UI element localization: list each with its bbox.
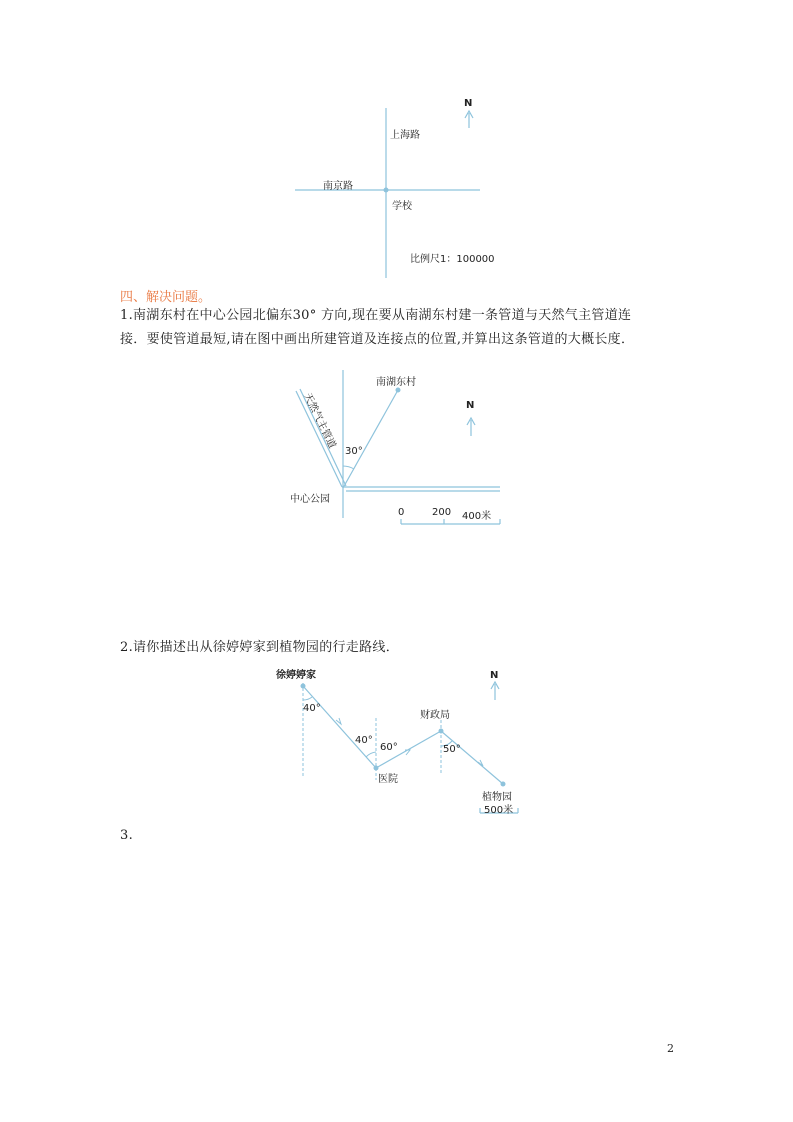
page-number: 2 [667,1042,674,1055]
gas-pipe-label: 天然气主管道 [301,391,338,451]
route-finance-garden [441,731,503,784]
north-label-3: N [490,670,499,681]
park-label: 中心公园 [290,494,330,505]
scale-label: 比例尺1：100000 [410,254,495,265]
route-home-hospital [303,686,376,768]
north-label-2: N [466,400,475,411]
home-label: 徐婷婷家 [276,670,316,681]
angle-finance-label: 50° [443,744,461,755]
angle-arc-hospital [366,752,376,757]
shanghai-road-label: 上海路 [390,130,420,141]
q2-text: 2.请你描述出从徐婷婷家到植物园的行走路线． [120,640,400,655]
q1-text-line2: 接．要使管道最短,请在图中画出所建管道及连接点的位置,并算出这条管道的大概长度． [120,332,635,347]
school-label: 学校 [392,201,412,212]
finance-label: 财政局 [420,710,450,721]
angle-home-label: 40° [303,703,321,714]
scale-400-label: 400米 [462,511,492,522]
q3-label: 3. [120,828,134,843]
scale-0-label: 0 [398,507,405,518]
angle-arc-home [303,697,312,700]
q1-text-line1: 1.南湖东村在中心公园北偏东30° 方向,现在要从南湖东村建一条管道与天然气主管道连 [120,308,632,323]
garden-label: 植物园 [482,792,512,803]
angle-hospital-b-label: 60° [380,742,398,753]
angle-hospital-a-label: 40° [355,735,373,746]
scale-500-label: 500米 [484,805,514,816]
finance-point [439,729,444,734]
garden-point [501,782,506,787]
hospital-label: 医院 [378,774,398,785]
angle-30-label: 30° [345,446,363,457]
section-heading: 四、解决问题。 [120,290,212,305]
home-point [301,684,306,689]
scale-200-label: 200 [432,507,452,518]
village-label: 南湖东村 [376,377,416,388]
nanjing-road-label: 南京路 [323,181,353,192]
north-label: N [464,98,473,109]
